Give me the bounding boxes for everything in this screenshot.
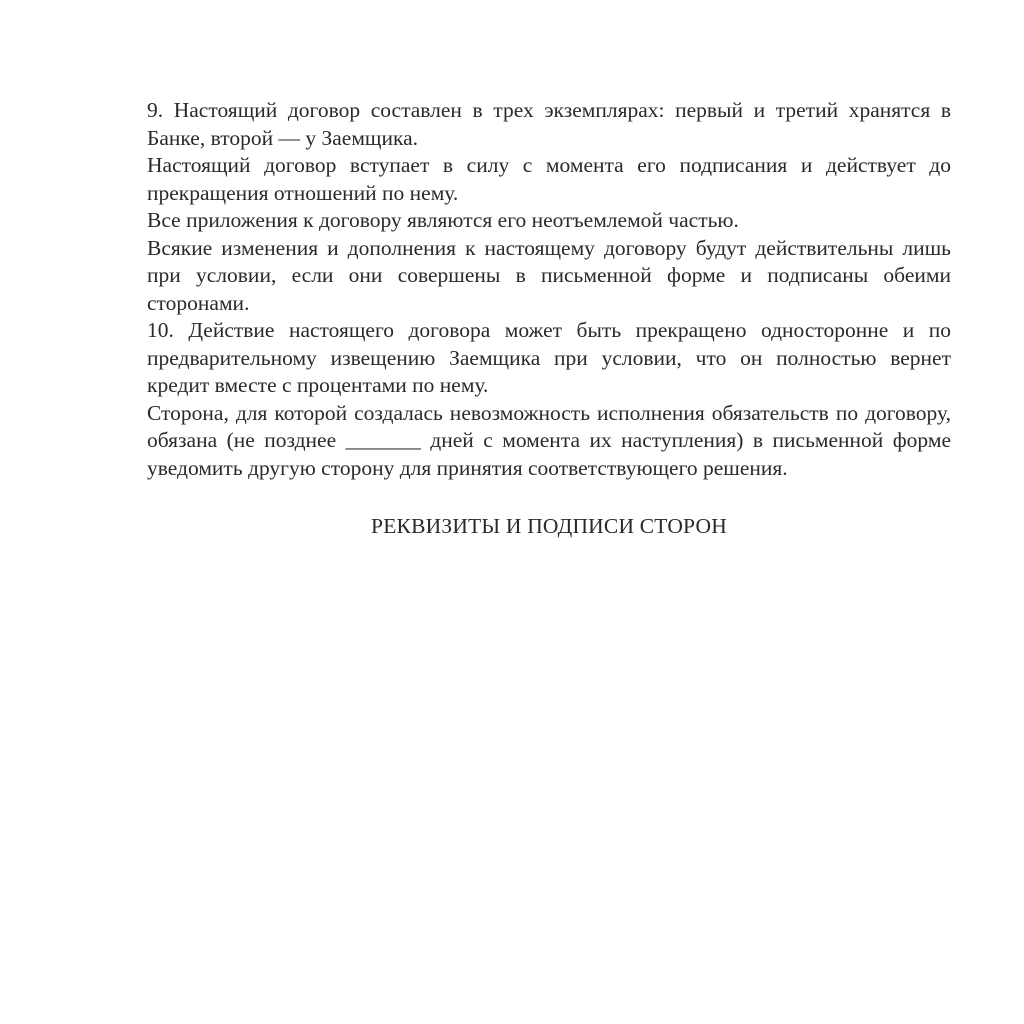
paragraph-copies: 9. Настоящий договор составлен в трех экземплярах: первый и третий хранятся в Банке, второй — у Заемщика. (147, 98, 951, 150)
document-body (147, 97, 951, 541)
paragraph-termination: 10. Действие настоящего договора может быть прекращено одностороннe и по предварительному извещению Заемщика при условии, что он полностью вернет кредит вместе с процентами по нему. (147, 318, 951, 397)
section-heading: РЕКВИЗИТЫ И ПОДПИСИ СТОРОН (371, 514, 727, 538)
paragraph-effect: Настоящий договор вступает в силу с момента его подписания и действует до прекращения отношений по нему. (147, 153, 951, 205)
paragraph-appendices: Все приложения к договору являются его неотъемлемой частью. (147, 208, 739, 232)
paragraph-notification: Сторона, для которой создалась невозможность исполнения обязательств по договору, обязана (не позднее _______ дней с момента их наступления) в письменной форме уведомить другую сторону для принятия соответствующего решения. (147, 400, 951, 480)
paragraph-amendments: Всякие изменения и дополнения к настоящему договору будут действительны лишь при условии, если они совершены в письменной форме и подписаны обеими сторонами. (147, 235, 951, 315)
